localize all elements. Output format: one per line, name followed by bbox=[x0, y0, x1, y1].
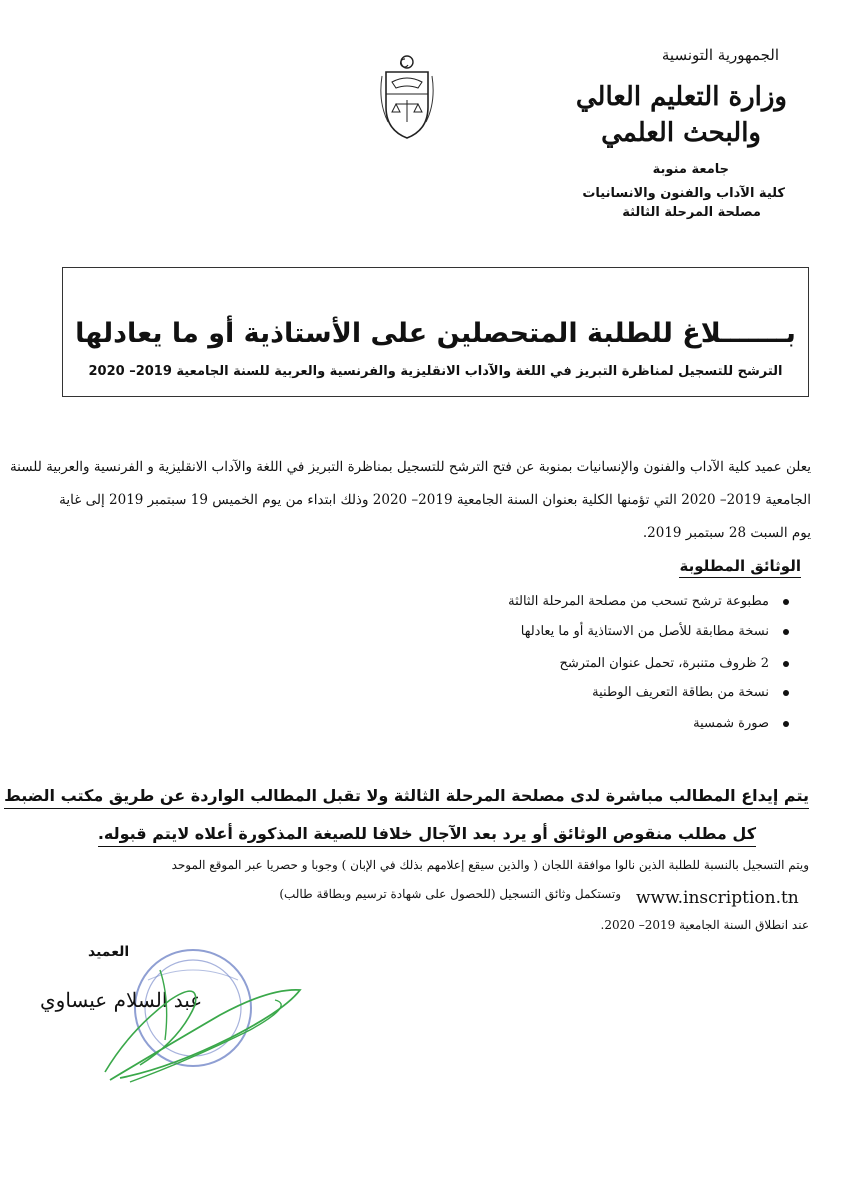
registration-line-1: ويتم التسجيل بالنسبة للطلبة الذين نالوا موافقة اللجان ( والذين سيقع إعلامهم بذلك في الإبان ) وجوبا و حصريا عبر الموقع الموحد bbox=[171, 858, 809, 872]
document-item-text: 2 ظروف متنبرة، تحمل عنوان المترشح bbox=[559, 656, 769, 671]
document-item-text: نسخة من بطاقة التعريف الوطنية bbox=[592, 685, 769, 700]
document-item-text: صورة شمسية bbox=[693, 716, 769, 731]
registration-line-3: عند انطلاق السنة الجامعية 2019– 2020. bbox=[600, 918, 809, 932]
announcement-line-3: يوم السبت 28 سبتمبر 2019. bbox=[642, 525, 811, 541]
university-label: جامعة منوبة bbox=[652, 162, 729, 177]
bullet-icon bbox=[783, 690, 789, 696]
document-item bbox=[559, 656, 789, 671]
title-box bbox=[62, 267, 809, 397]
document-item-text: مطبوعة ترشح تسحب من مصلحة المرحلة الثالثة bbox=[508, 594, 769, 609]
bullet-icon bbox=[783, 629, 789, 635]
republic-label: الجمهورية التونسية bbox=[661, 46, 779, 64]
dean-name: عبد السلام عيساوي bbox=[40, 988, 203, 1012]
registration-line-2: وتستكمل وثائق التسجيل (للحصول على شهادة ترسيم وبطاقة طالب) bbox=[279, 887, 621, 901]
document-item bbox=[693, 716, 789, 731]
bullet-icon bbox=[783, 661, 789, 667]
document-item bbox=[521, 624, 789, 639]
faculty-label: كلية الآداب والفنون والانسانيات bbox=[582, 186, 785, 201]
document-item bbox=[508, 594, 789, 609]
registration-url: www.inscription.tn bbox=[636, 888, 799, 908]
announcement-line-2: الجامعية 2019– 2020 التي تؤمنها الكلية بعنوان السنة الجامعية 2019– 2020 وذلك ابتداء من يوم الخميس 19 سبتمبر 2019 إلى غاية bbox=[59, 492, 811, 508]
notice-line-2: كل مطلب منقوص الوثائق أو يرد بعد الآجال خلافا للصيغة المذكورة أعلاه لايتم قبوله. bbox=[98, 824, 756, 847]
ministry-label-line2: والبحث العلمي bbox=[601, 118, 761, 148]
dean-title: العميد bbox=[88, 944, 130, 960]
documents-heading: الوثائق المطلوبة bbox=[679, 557, 801, 578]
notice-line-1: يتم إيداع المطالب مباشرة لدى مصلحة المرحلة الثالثة ولا تقبل المطالب الواردة عن طريق مكتب الضبط bbox=[4, 786, 809, 809]
ministry-label-line1: وزارة التعليم العالي bbox=[575, 82, 787, 112]
document-item bbox=[592, 685, 789, 700]
coat-of-arms-emblem bbox=[378, 52, 436, 142]
handwritten-signature bbox=[100, 960, 310, 1090]
department-label: مصلحة المرحلة الثالثة bbox=[622, 205, 761, 220]
announcement-line-1: يعلن عميد كلية الآداب والفنون والإنسانيات بمنوبة عن فتح الترشح للتسجيل بمناظرة التبريز في اللغة والآداب الانقليزية و الفرنسية والعربية للسنة bbox=[9, 459, 811, 475]
bullet-icon bbox=[783, 721, 789, 727]
bullet-icon bbox=[783, 599, 789, 605]
document-item-text: نسخة مطابقة للأصل من الاستاذية أو ما يعادلها bbox=[520, 624, 769, 639]
page-title: بـــــــلاغ للطلبة المتحصلين على الأستاذية أو ما يعادلها bbox=[75, 318, 796, 349]
page-subtitle: الترشح للتسجيل لمناظرة التبريز في اللغة والآداب الانقليزية والفرنسية والعربية للسنة الجامعية 2019– 2020 bbox=[88, 364, 783, 379]
